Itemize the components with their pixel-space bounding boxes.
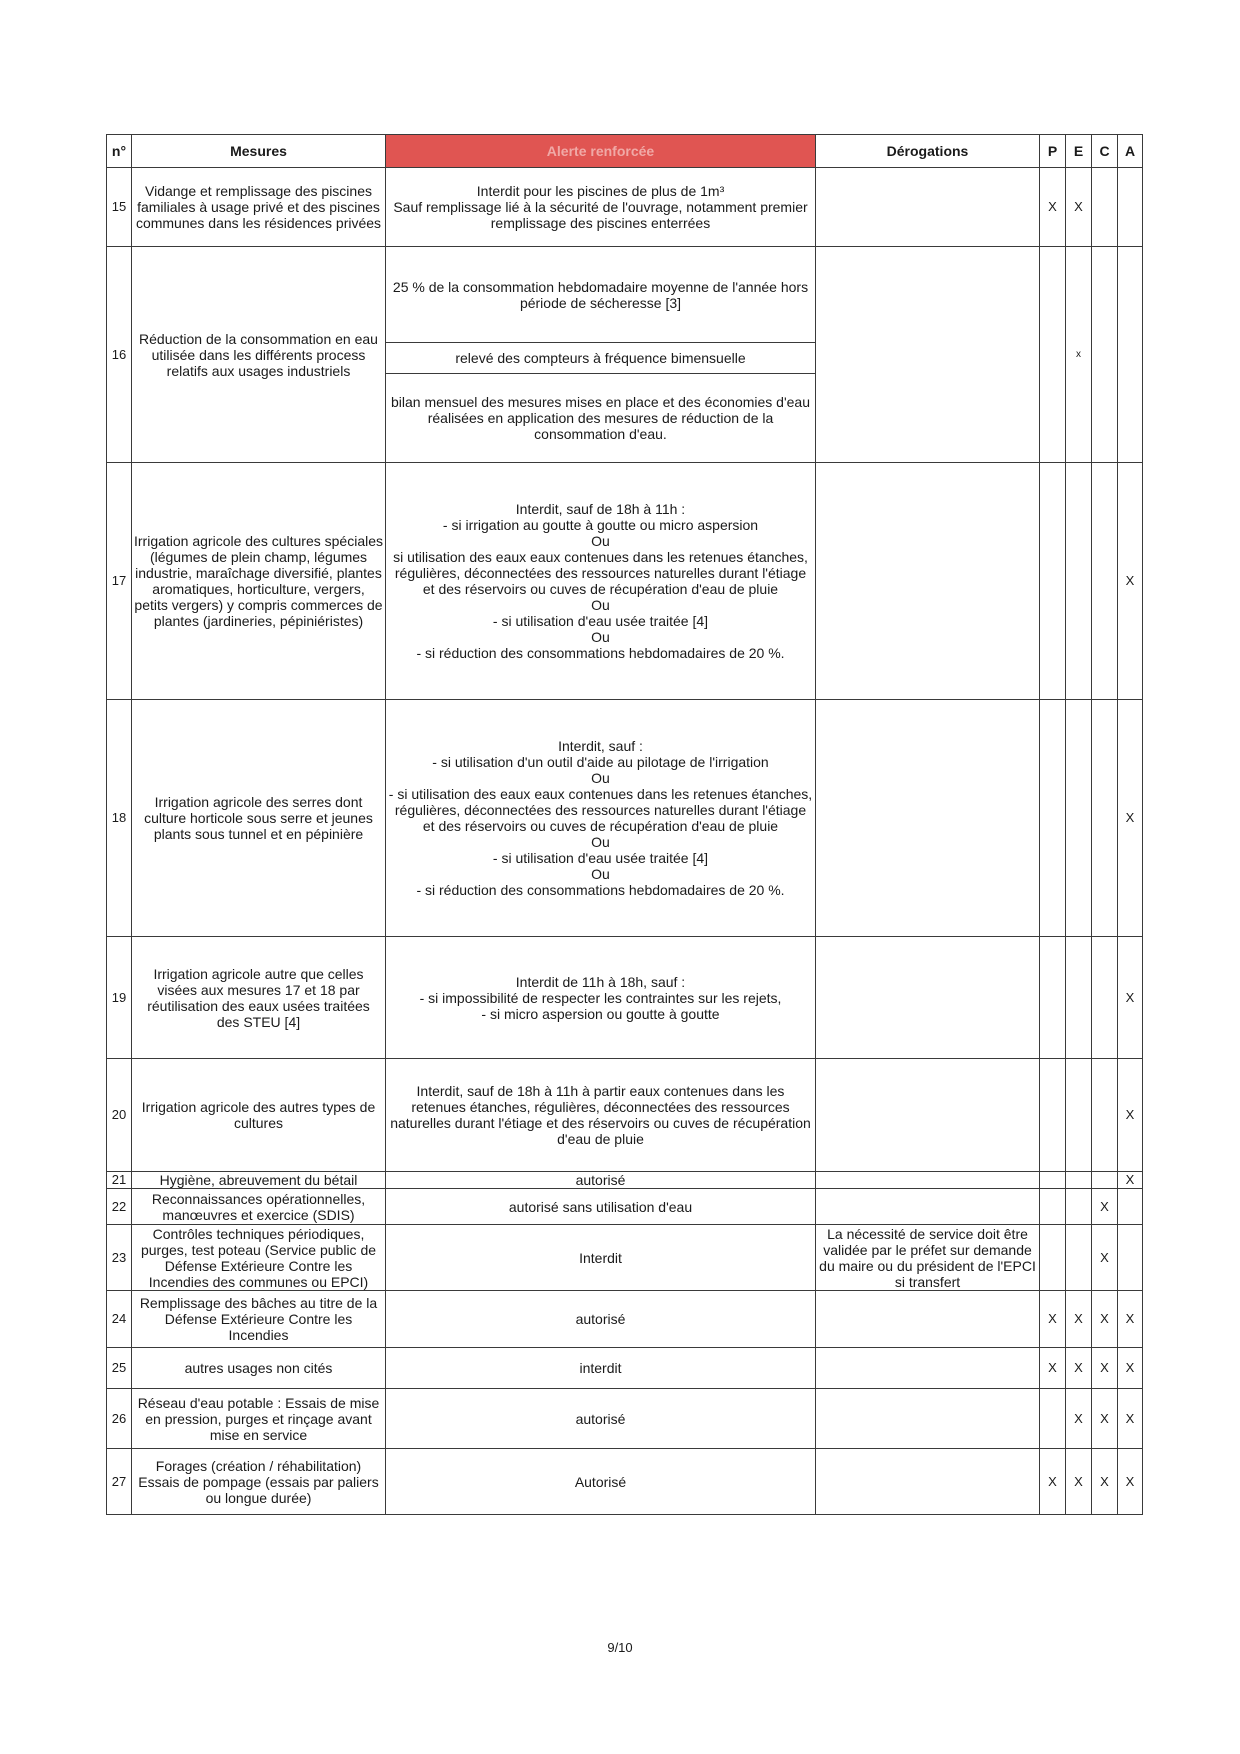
mark-a bbox=[1118, 1225, 1143, 1291]
alert-line: Ou bbox=[591, 597, 610, 613]
page-number: 9/10 bbox=[607, 1640, 633, 1655]
mark-c bbox=[1092, 463, 1118, 700]
table-row bbox=[107, 700, 1143, 937]
table-row bbox=[107, 937, 1143, 1059]
mark-e: X bbox=[1066, 1291, 1092, 1348]
derogation-cell bbox=[816, 700, 1040, 937]
mark-a: X bbox=[1118, 1389, 1143, 1449]
alert-cell: autorisé bbox=[386, 1389, 816, 1449]
mark-c bbox=[1092, 1172, 1118, 1189]
mark-c: X bbox=[1092, 1291, 1118, 1348]
row-number: 22 bbox=[107, 1189, 132, 1225]
mark-c bbox=[1092, 247, 1118, 463]
measure-cell: Réduction de la consommation en eau utilisée dans les différents process relatifs aux usages industriels bbox=[132, 247, 386, 463]
alert-cell bbox=[386, 463, 816, 700]
mark-e bbox=[1066, 1059, 1092, 1172]
row-number: 27 bbox=[107, 1449, 132, 1515]
table-row bbox=[107, 1449, 1143, 1515]
alert-line: - si réduction des consommations hebdomadaires de 20 %. bbox=[416, 645, 785, 661]
alert-cell: Autorisé bbox=[386, 1449, 816, 1515]
alert-cell bbox=[386, 168, 816, 247]
measure-cell: Irrigation agricole autre que celles visées aux mesures 17 et 18 par réutilisation des eaux usées traitées des STEU [4] bbox=[132, 937, 386, 1059]
mark-p bbox=[1040, 937, 1066, 1059]
derogation-cell bbox=[816, 937, 1040, 1059]
alert-cell: autorisé bbox=[386, 1172, 816, 1189]
measure-cell: Irrigation agricole des cultures spéciales (légumes de plein champ, légumes industrie, maraîchage diversifié, plantes aromatiques, horticulture, vergers, petits vergers) y compris commerces de plantes (jardineries, pépiniéristes) bbox=[132, 463, 386, 700]
mark-p: X bbox=[1040, 168, 1066, 247]
derogation-cell bbox=[816, 1291, 1040, 1348]
mark-c bbox=[1092, 1059, 1118, 1172]
alert-line: - si micro aspersion ou goutte à goutte bbox=[481, 1005, 720, 1022]
derogation-cell bbox=[816, 1389, 1040, 1449]
mark-p bbox=[1040, 247, 1066, 463]
mark-e: X bbox=[1066, 1389, 1092, 1449]
table-row bbox=[107, 168, 1143, 247]
mark-e: X bbox=[1066, 168, 1092, 247]
mark-e bbox=[1066, 463, 1092, 700]
derogation-cell bbox=[816, 1059, 1040, 1172]
mark-e bbox=[1066, 1225, 1092, 1291]
alert-line: Sauf remplissage lié à la sécurité de l'ouvrage, notamment premier remplissage des piscines enterrées bbox=[393, 199, 808, 231]
derogation-cell bbox=[816, 1348, 1040, 1389]
col-derogations-header: Dérogations bbox=[816, 135, 1040, 168]
mark-p: X bbox=[1040, 1449, 1066, 1515]
alert-cell: interdit bbox=[386, 1348, 816, 1389]
measure-cell: Réseau d'eau potable : Essais de mise en pression, purges et rinçage avant mise en service bbox=[132, 1389, 386, 1449]
alert-cell bbox=[386, 700, 816, 937]
measure-cell: autres usages non cités bbox=[132, 1348, 386, 1389]
mark-a: X bbox=[1118, 1059, 1143, 1172]
row-number: 25 bbox=[107, 1348, 132, 1389]
alert-line: Ou bbox=[591, 533, 610, 549]
alert-line: Ou bbox=[591, 629, 610, 645]
table-row bbox=[107, 463, 1143, 700]
alert-line: Ou bbox=[591, 834, 610, 850]
alert-line: Interdit pour les piscines de plus de 1m³ bbox=[476, 183, 725, 199]
mark-a bbox=[1118, 247, 1143, 463]
col-alerte-header: Alerte renforcée bbox=[386, 135, 816, 168]
mark-c bbox=[1092, 700, 1118, 937]
col-mesures-header: Mesures bbox=[132, 135, 386, 168]
alert-line: - si utilisation d'un outil d'aide au pilotage de l'irrigation bbox=[432, 754, 769, 770]
measure-cell: Reconnaissances opérationnelles, manœuvres et exercice (SDIS) bbox=[132, 1189, 386, 1225]
alert-cell: bilan mensuel des mesures mises en place et des économies d'eau réalisées en application des mesures de réduction de la consommation d'eau. bbox=[386, 374, 816, 463]
alert-line: Interdit de 11h à 18h, sauf : bbox=[515, 973, 686, 990]
table-row bbox=[107, 1172, 1143, 1189]
alert-line: - si irrigation au goutte à goutte ou micro aspersion bbox=[442, 517, 759, 533]
mark-c: X bbox=[1092, 1348, 1118, 1389]
alert-line: si utilisation des eaux eaux contenues dans les retenues étanches, régulières, déconnectées des ressources naturelles durant l'étiage et des réservoirs ou cuves de récupération d'eau de pluie bbox=[393, 549, 808, 597]
measures-table bbox=[106, 134, 1143, 1515]
table-row bbox=[107, 1059, 1143, 1172]
alert-cell: Interdit, sauf de 18h à 11h à partir eaux contenues dans les retenues étanches, régulières, déconnectées des ressources naturelles durant l'étiage et des réservoirs ou cuves de récupération d'eau de pluie bbox=[386, 1059, 816, 1172]
col-a-header: A bbox=[1118, 135, 1143, 168]
table-row bbox=[107, 1225, 1143, 1291]
measure-cell: Remplissage des bâches au titre de la Défense Extérieure Contre les Incendies bbox=[132, 1291, 386, 1348]
mark-a bbox=[1118, 1189, 1143, 1225]
measure-cell: Vidange et remplissage des piscines familiales à usage privé et des piscines communes dans les résidences privées bbox=[132, 168, 386, 247]
mark-c: X bbox=[1092, 1189, 1118, 1225]
header-row bbox=[107, 135, 1143, 168]
alert-line: Interdit, sauf : bbox=[558, 738, 643, 754]
alert-line: - si utilisation d'eau usée traitée [4] bbox=[492, 850, 709, 866]
col-p-header: P bbox=[1040, 135, 1066, 168]
alert-line: - si utilisation d'eau usée traitée [4] bbox=[492, 613, 709, 629]
derogation-cell: La nécessité de service doit être validée par le préfet sur demande du maire ou du président de l'EPCI si transfert bbox=[816, 1225, 1040, 1291]
alert-cell bbox=[386, 937, 816, 1059]
table-row bbox=[107, 1291, 1143, 1348]
row-number: 15 bbox=[107, 168, 132, 247]
row-number: 16 bbox=[107, 247, 132, 463]
mark-a bbox=[1118, 168, 1143, 247]
mark-c: X bbox=[1092, 1225, 1118, 1291]
mark-p bbox=[1040, 1189, 1066, 1225]
mark-a: X bbox=[1118, 1449, 1143, 1515]
table-row bbox=[107, 247, 1143, 343]
derogation-cell bbox=[816, 1449, 1040, 1515]
mark-a: X bbox=[1118, 1172, 1143, 1189]
table-row bbox=[107, 1189, 1143, 1225]
alert-cell: autorisé sans utilisation d'eau bbox=[386, 1189, 816, 1225]
table-row bbox=[107, 1389, 1143, 1449]
alert-line: Interdit, sauf de 18h à 11h : bbox=[515, 501, 686, 517]
mark-e bbox=[1066, 700, 1092, 937]
mark-e bbox=[1066, 1189, 1092, 1225]
row-number: 20 bbox=[107, 1059, 132, 1172]
derogation-cell bbox=[816, 463, 1040, 700]
row-number: 24 bbox=[107, 1291, 132, 1348]
alert-cell: relevé des compteurs à fréquence bimensuelle bbox=[386, 343, 816, 374]
mark-a: X bbox=[1118, 463, 1143, 700]
derogation-cell bbox=[816, 1172, 1040, 1189]
row-number: 17 bbox=[107, 463, 132, 700]
alert-line: - si impossibilité de respecter les contraintes sur les rejets, bbox=[419, 989, 782, 1006]
mark-c bbox=[1092, 168, 1118, 247]
alert-line: Ou bbox=[591, 866, 610, 882]
col-num-header: n° bbox=[107, 135, 132, 168]
mark-p bbox=[1040, 1059, 1066, 1172]
mark-p bbox=[1040, 1172, 1066, 1189]
mark-a: X bbox=[1118, 1348, 1143, 1389]
derogation-cell bbox=[816, 168, 1040, 247]
measure-cell: Irrigation agricole des autres types de cultures bbox=[132, 1059, 386, 1172]
alert-cell: 25 % de la consommation hebdomadaire moyenne de l'année hors période de sécheresse [3] bbox=[386, 247, 816, 343]
row-number: 19 bbox=[107, 937, 132, 1059]
mark-p bbox=[1040, 700, 1066, 937]
measure-cell: Contrôles techniques périodiques, purges, test poteau (Service public de Défense Extérieure Contre les Incendies des communes ou EPCI) bbox=[132, 1225, 386, 1291]
measure-cell: Irrigation agricole des serres dont culture horticole sous serre et jeunes plants sous tunnel et en pépinière bbox=[132, 700, 386, 937]
alert-line: - si réduction des consommations hebdomadaires de 20 %. bbox=[416, 882, 785, 898]
row-number: 23 bbox=[107, 1225, 132, 1291]
mark-e bbox=[1066, 937, 1092, 1059]
mark-a: X bbox=[1118, 1291, 1143, 1348]
mark-e bbox=[1066, 1172, 1092, 1189]
mark-a: X bbox=[1118, 937, 1143, 1059]
alert-line: Ou bbox=[591, 770, 610, 786]
mark-p bbox=[1040, 1225, 1066, 1291]
mark-e: x bbox=[1066, 247, 1092, 463]
table-row bbox=[107, 1348, 1143, 1389]
row-number: 21 bbox=[107, 1172, 132, 1189]
col-e-header: E bbox=[1066, 135, 1092, 168]
mark-a: X bbox=[1118, 700, 1143, 937]
mark-c: X bbox=[1092, 1449, 1118, 1515]
alert-line: - si utilisation des eaux eaux contenues dans les retenues étanches, régulières, déconnectées des ressources naturelles durant l'étiage et des réservoirs ou cuves de récupération d'eau de pluie bbox=[388, 786, 813, 834]
mark-c: X bbox=[1092, 1389, 1118, 1449]
derogation-cell bbox=[816, 247, 1040, 463]
row-number: 26 bbox=[107, 1389, 132, 1449]
mark-e: X bbox=[1066, 1348, 1092, 1389]
alert-cell: Interdit bbox=[386, 1225, 816, 1291]
measure-cell: Hygiène, abreuvement du bétail bbox=[132, 1172, 386, 1189]
derogation-cell bbox=[816, 1189, 1040, 1225]
alert-cell: autorisé bbox=[386, 1291, 816, 1348]
row-number: 18 bbox=[107, 700, 132, 937]
mark-p: X bbox=[1040, 1291, 1066, 1348]
mark-p bbox=[1040, 1389, 1066, 1449]
col-c-header: C bbox=[1092, 135, 1118, 168]
mark-p bbox=[1040, 463, 1066, 700]
mark-p: X bbox=[1040, 1348, 1066, 1389]
measure-cell: Forages (création / réhabilitation) Essais de pompage (essais par paliers ou longue durée) bbox=[132, 1449, 386, 1515]
mark-e: X bbox=[1066, 1449, 1092, 1515]
mark-c bbox=[1092, 937, 1118, 1059]
